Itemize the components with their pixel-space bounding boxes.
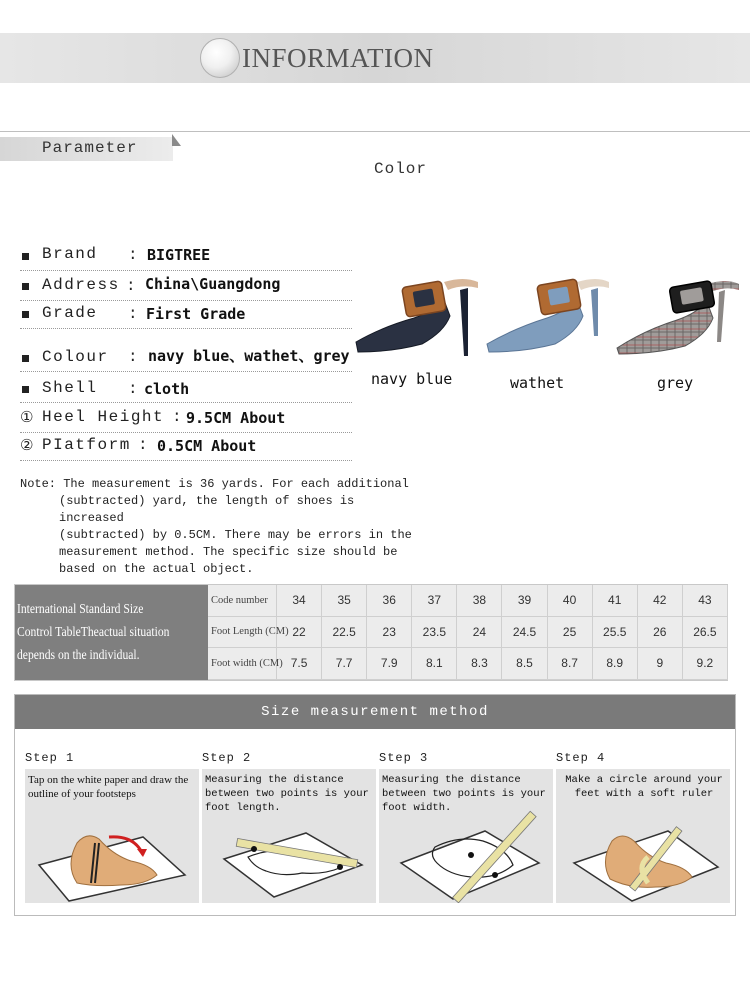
size-cell: 8.1 xyxy=(412,648,457,680)
size-table xyxy=(14,584,728,681)
spec-label: Heel Height xyxy=(42,408,165,426)
size-cell: 22.5 xyxy=(322,617,367,649)
caption-line: Control TableTheactual situation xyxy=(17,624,170,639)
caption-line: International Standard Size xyxy=(17,601,144,616)
parameter-title: Parameter xyxy=(42,139,138,157)
spec-separator: : xyxy=(172,408,182,426)
size-cell: 9.2 xyxy=(683,648,728,680)
spec-value: China\Guangdong xyxy=(145,275,281,293)
shoe-label-navy-blue: navy blue xyxy=(371,370,453,388)
foot-outline-icon xyxy=(25,805,199,903)
size-cell: 35 xyxy=(322,585,367,617)
shoe-label-wathet: wathet xyxy=(510,374,565,392)
shoe-wathet-image xyxy=(485,272,615,358)
size-cell: 8.7 xyxy=(548,648,593,680)
measurement-header xyxy=(15,695,735,729)
caption-line: depends on the individual. xyxy=(17,647,140,662)
page-title: INFORMATION xyxy=(242,43,434,73)
spec-separator: : xyxy=(128,380,138,398)
step-panel xyxy=(379,769,553,903)
spec-row-shell xyxy=(20,373,352,403)
spec-label: Address xyxy=(42,276,120,294)
bullet-icon xyxy=(22,253,29,260)
step-text: Measuring the distance between two points is your foot width. xyxy=(382,774,546,814)
spec-row-colour xyxy=(20,342,352,372)
spec-row-address xyxy=(20,271,352,301)
foot-length-ruler-icon xyxy=(202,805,376,903)
spec-value: navy blue、wathet、grey xyxy=(148,347,350,365)
spec-separator: : xyxy=(128,348,138,366)
step-label: Step 3 xyxy=(379,751,429,765)
circled-number-icon: ② xyxy=(20,436,34,454)
spec-separator: : xyxy=(128,246,138,264)
spec-label: Grade xyxy=(42,304,98,322)
spec-value: cloth xyxy=(144,380,190,398)
step-1 xyxy=(25,751,199,800)
step-label: Step 1 xyxy=(25,751,75,765)
size-cell: 41 xyxy=(593,585,638,617)
size-cell: 36 xyxy=(367,585,412,617)
step-text: Measuring the distance between two points is your foot length. xyxy=(205,774,369,814)
spec-label: Colour xyxy=(42,348,109,366)
size-cell: 7.5 xyxy=(277,648,322,680)
spec-row-brand xyxy=(20,241,352,271)
size-cell: 7.7 xyxy=(322,648,367,680)
size-note xyxy=(20,476,420,578)
size-cell: 37 xyxy=(412,585,457,617)
size-row-header: Code number xyxy=(208,585,277,617)
measurement-section xyxy=(14,694,736,916)
step-2 xyxy=(202,751,376,814)
note-line: (subtracted) by 0.5CM. There may be errors in the xyxy=(59,528,412,542)
size-cell: 42 xyxy=(638,585,683,617)
spec-row-grade xyxy=(20,299,352,329)
step-4 xyxy=(556,751,730,800)
spec-value: First Grade xyxy=(146,305,246,323)
note-first-line: Note: The measurement is 36 yards. For each additional xyxy=(20,477,409,491)
shoe-label-grey: grey xyxy=(657,374,694,392)
spec-value: 0.5CM About xyxy=(157,437,257,455)
bullet-icon xyxy=(22,283,29,290)
size-cell: 43 xyxy=(683,585,728,617)
size-cell: 26.5 xyxy=(683,617,728,649)
step-panel xyxy=(202,769,376,903)
spec-value: 9.5CM About xyxy=(186,409,286,427)
step-label: Step 2 xyxy=(202,751,252,765)
circle-ornament-icon xyxy=(200,38,240,78)
spec-separator: : xyxy=(128,305,138,323)
size-cell: 34 xyxy=(277,585,322,617)
size-cell: 23.5 xyxy=(412,617,457,649)
spec-separator: : xyxy=(126,277,136,295)
step-panel xyxy=(25,769,199,903)
spec-row-heel-height xyxy=(20,403,352,433)
bullet-icon xyxy=(22,355,29,362)
size-cell: 39 xyxy=(502,585,547,617)
size-cell: 8.3 xyxy=(457,648,502,680)
shoe-navy-blue-image xyxy=(352,272,482,358)
size-cell: 25 xyxy=(548,617,593,649)
divider xyxy=(0,131,750,132)
size-cell: 8.9 xyxy=(593,648,638,680)
foot-circle-ruler-icon xyxy=(556,805,730,903)
note-line: measurement method. The specific size should be xyxy=(59,545,398,559)
spec-label: Brand xyxy=(42,245,98,263)
circled-number-icon: ① xyxy=(20,408,34,426)
size-cell: 26 xyxy=(638,617,683,649)
size-row-header: Foot Length (CM) xyxy=(208,617,277,649)
size-cell: 8.5 xyxy=(502,648,547,680)
size-cell: 24 xyxy=(457,617,502,649)
size-cell: 24.5 xyxy=(502,617,547,649)
step-3 xyxy=(379,751,553,814)
size-cell: 23 xyxy=(367,617,412,649)
size-cell: 22 xyxy=(277,617,322,649)
tab-corner-icon xyxy=(172,134,181,146)
size-cell: 7.9 xyxy=(367,648,412,680)
size-cell: 40 xyxy=(548,585,593,617)
size-row-header: Foot width (CM) xyxy=(208,648,277,680)
shoe-grey-image xyxy=(615,272,745,358)
size-grid xyxy=(208,585,728,680)
size-cell: 9 xyxy=(638,648,683,680)
spec-separator: : xyxy=(138,436,148,454)
size-table-caption xyxy=(15,585,208,680)
spec-row-platform xyxy=(20,431,352,461)
step-label: Step 4 xyxy=(556,751,606,765)
step-panel xyxy=(556,769,730,903)
foot-width-ruler-icon xyxy=(379,805,553,903)
color-title: Color xyxy=(374,160,428,178)
size-cell: 38 xyxy=(457,585,502,617)
size-cell: 25.5 xyxy=(593,617,638,649)
bullet-icon xyxy=(22,386,29,393)
spec-label: Shell xyxy=(42,379,98,397)
note-line: based on the actual object. xyxy=(59,562,254,576)
step-text: Tap on the white paper and draw the outline of your footsteps xyxy=(28,774,189,800)
step-text: Make a circle around your feet with a soft ruler xyxy=(565,774,723,800)
spec-value: BIGTREE xyxy=(147,246,211,264)
measurement-title: Size measurement method xyxy=(261,704,489,720)
bullet-icon xyxy=(22,311,29,318)
spec-label: PIatform xyxy=(42,436,131,454)
note-line: (subtracted) yard, the length of shoes is increased xyxy=(59,494,355,525)
